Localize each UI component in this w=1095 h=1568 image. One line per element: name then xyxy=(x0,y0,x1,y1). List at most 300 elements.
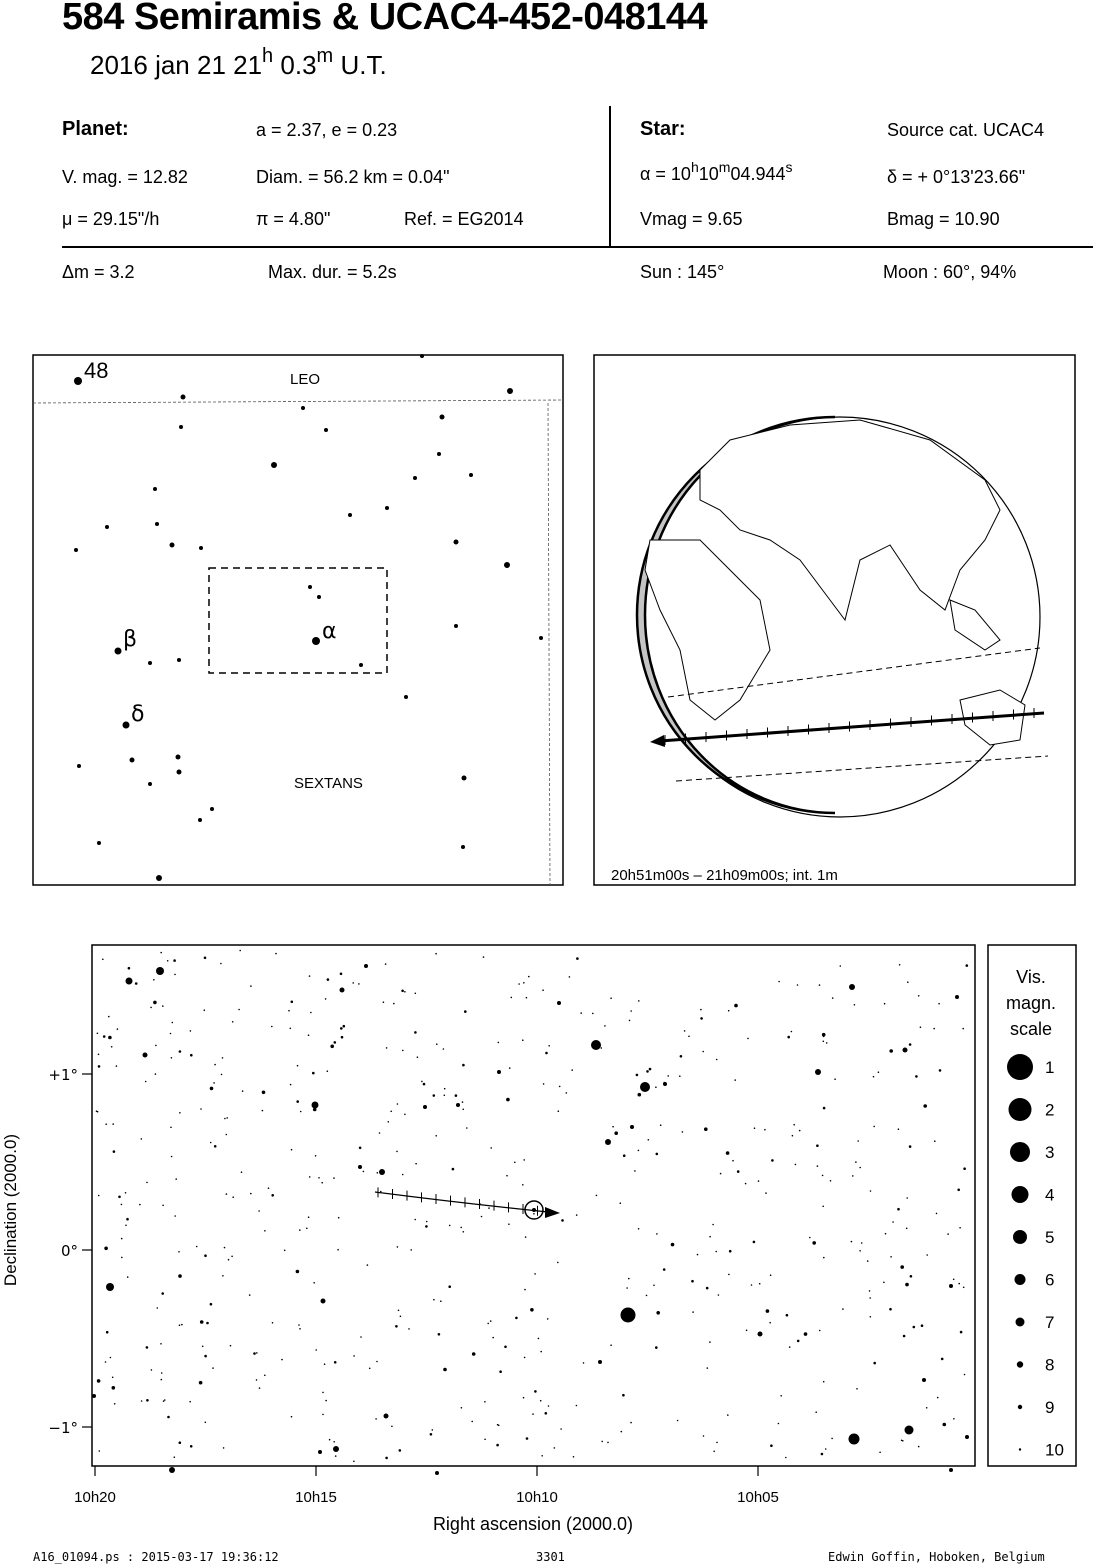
chart-star xyxy=(383,1001,385,1003)
chart-star xyxy=(126,978,133,985)
chart-star xyxy=(204,1355,207,1358)
chart-star xyxy=(404,991,406,993)
chart-star xyxy=(173,959,176,962)
chart-star xyxy=(601,1441,603,1443)
chart-star xyxy=(226,1134,228,1136)
x-tick-label: 10h15 xyxy=(295,1489,337,1506)
chart-star xyxy=(448,1285,451,1288)
chart-star xyxy=(592,1013,594,1015)
chart-star xyxy=(621,1308,636,1323)
chart-star xyxy=(873,1362,876,1365)
chart-star xyxy=(754,1127,756,1129)
chart-star xyxy=(364,964,368,968)
chart-star xyxy=(155,1073,157,1075)
chart-star xyxy=(334,1361,337,1364)
chart-star xyxy=(296,1100,299,1103)
chart-star xyxy=(623,1154,626,1157)
chart-star xyxy=(483,956,485,958)
chart-star xyxy=(859,1167,861,1169)
chart-star xyxy=(522,1184,524,1186)
moon-info: Moon : 60°, 94% xyxy=(883,262,1017,282)
chart-star xyxy=(702,1051,704,1053)
chart-star xyxy=(720,1173,722,1175)
y-tick-label: 0° xyxy=(60,1242,78,1260)
footer-author: Edwin Goffin, Hoboken, Belgium xyxy=(828,1550,1045,1564)
chart-star xyxy=(335,1455,337,1457)
chart-star xyxy=(379,1132,381,1134)
chart-star xyxy=(679,1075,681,1077)
legend-marker xyxy=(1018,1405,1022,1409)
chart-star xyxy=(250,1193,252,1195)
globe-caption: 20h51m00s – 21h09m00s; int. 1m xyxy=(611,867,838,884)
chart-star xyxy=(313,1108,317,1112)
chart-star xyxy=(415,993,417,995)
chart-star xyxy=(325,1400,327,1402)
chart-star xyxy=(190,1445,193,1448)
chart-star xyxy=(333,1446,339,1452)
chart-star xyxy=(727,1414,729,1416)
chart-star xyxy=(851,1241,853,1243)
chart-star xyxy=(966,964,969,967)
chart-star xyxy=(291,1001,294,1004)
chart-star xyxy=(508,1223,510,1225)
chart-star xyxy=(933,1028,935,1030)
chart-star xyxy=(707,1367,709,1369)
chart-star xyxy=(832,997,834,999)
chart-star xyxy=(153,979,155,981)
chart-star xyxy=(179,1050,182,1053)
chart-star xyxy=(214,1064,216,1066)
chart-star xyxy=(573,1456,575,1458)
finder-star xyxy=(155,522,159,526)
chart-star xyxy=(146,1399,149,1402)
chart-star xyxy=(792,1135,794,1137)
legend-marker xyxy=(1017,1361,1023,1367)
chart-star xyxy=(496,1444,499,1447)
chart-star xyxy=(892,1221,894,1223)
chart-star xyxy=(506,1175,508,1177)
chart-star xyxy=(889,1308,892,1311)
chart-star xyxy=(299,1328,301,1330)
chart-star xyxy=(612,1126,614,1128)
chart-star xyxy=(622,1394,625,1397)
chart-star xyxy=(377,1172,379,1174)
chart-star xyxy=(957,1189,960,1192)
chart-star xyxy=(169,1467,175,1473)
chart-star xyxy=(949,1284,953,1288)
legend-marker xyxy=(1012,1186,1029,1203)
legend-magnitude-label: 9 xyxy=(1045,1398,1055,1417)
chart-star xyxy=(716,1059,718,1061)
finder-star xyxy=(176,755,181,760)
chart-star xyxy=(786,1314,789,1317)
chart-star xyxy=(417,1056,419,1058)
chart-star xyxy=(849,984,855,990)
chart-star xyxy=(815,1411,817,1413)
chart-star xyxy=(830,1180,832,1182)
chart-star xyxy=(181,1324,183,1326)
chart-star xyxy=(464,1010,467,1013)
chart-star xyxy=(118,1196,121,1199)
chart-star xyxy=(396,1151,398,1153)
finder-frame xyxy=(33,355,563,885)
legend-marker xyxy=(1016,1318,1025,1327)
legend-marker xyxy=(1007,1054,1033,1080)
chart-star xyxy=(170,1033,172,1035)
chart-star xyxy=(231,1256,233,1258)
chart-star xyxy=(889,1049,893,1053)
chart-star xyxy=(909,1145,912,1148)
chart-star xyxy=(834,1078,836,1080)
chart-star xyxy=(297,1065,299,1067)
chart-star xyxy=(656,1153,659,1156)
finder-star xyxy=(437,452,441,456)
chart-star xyxy=(466,1127,468,1129)
chart-star xyxy=(594,1044,596,1046)
chart-star xyxy=(98,1054,100,1056)
chart-star xyxy=(190,1054,193,1057)
chart-star xyxy=(870,1190,872,1192)
chart-star xyxy=(117,1028,119,1030)
chart-star xyxy=(728,1010,730,1012)
chart-star xyxy=(823,1257,825,1259)
chart-star xyxy=(121,1257,123,1259)
legend-marker xyxy=(1009,1098,1032,1121)
finder-star xyxy=(74,548,78,552)
chart-star xyxy=(376,1361,378,1363)
chart-star xyxy=(99,1450,101,1452)
finder-star xyxy=(198,818,202,822)
chart-star xyxy=(718,1294,720,1296)
chart-star xyxy=(343,1025,346,1028)
chart-star xyxy=(523,1159,525,1161)
legend-marker xyxy=(1010,1142,1030,1162)
chart-star xyxy=(822,1175,824,1177)
chart-star xyxy=(309,1176,311,1178)
chart-star xyxy=(121,1204,123,1206)
chart-star xyxy=(108,1036,112,1040)
chart-star xyxy=(228,1259,230,1261)
chart-star xyxy=(532,1413,534,1415)
legend-marker xyxy=(1019,1448,1021,1450)
chart-star xyxy=(598,1360,602,1364)
x-axis-label: Right ascension (2000.0) xyxy=(432,1514,634,1534)
chart-star xyxy=(640,1082,650,1092)
chart-stars xyxy=(92,950,969,1475)
chart-star xyxy=(324,1363,326,1365)
chart-star xyxy=(128,967,131,970)
chart-star xyxy=(309,975,311,977)
chart-star xyxy=(488,1207,490,1209)
chart-star xyxy=(953,1418,955,1420)
finder-star xyxy=(348,513,352,517)
chart-star xyxy=(241,1171,243,1173)
chart-star xyxy=(822,1206,824,1208)
finder-star xyxy=(324,428,328,432)
finder-star xyxy=(507,388,513,394)
chart-star xyxy=(534,1273,536,1275)
chart-star xyxy=(526,997,528,999)
chart-star xyxy=(751,1284,753,1286)
finder-star xyxy=(177,658,181,662)
legend-magnitude-label: 10 xyxy=(1045,1440,1064,1460)
chart-star xyxy=(601,1047,603,1049)
finder-star xyxy=(170,543,175,548)
chart-star xyxy=(204,957,207,960)
chart-star xyxy=(167,960,169,962)
chart-star xyxy=(504,1346,507,1349)
chart-star xyxy=(363,1171,365,1173)
alpha-prefix: α = 10 xyxy=(640,164,691,184)
chart-star xyxy=(524,1289,526,1291)
chart-star xyxy=(816,1144,819,1147)
chart-star xyxy=(455,1094,458,1097)
chart-star xyxy=(443,1368,447,1372)
chart-star xyxy=(481,1216,483,1218)
chart-star xyxy=(380,1191,382,1193)
chart-star xyxy=(408,1328,410,1330)
chart-star xyxy=(964,1374,966,1376)
chart-star xyxy=(671,1243,675,1247)
chart-star xyxy=(206,1322,209,1325)
chart-star xyxy=(906,1197,908,1199)
chart-star xyxy=(170,1127,172,1129)
footer-id: 3301 xyxy=(536,1550,565,1564)
chart-star xyxy=(709,1341,711,1343)
finder-star xyxy=(301,406,305,410)
chart-star xyxy=(870,1316,872,1318)
chart-star xyxy=(369,1368,371,1370)
chart-star xyxy=(758,1332,763,1337)
chart-star xyxy=(716,1442,718,1444)
chart-star xyxy=(926,1407,928,1409)
chart-star xyxy=(920,1026,922,1028)
chart-star xyxy=(163,1400,165,1402)
chart-star xyxy=(200,1108,202,1110)
label-sextans: SEXTANS xyxy=(294,775,363,792)
chart-star xyxy=(435,953,437,955)
chart-star xyxy=(268,1187,270,1189)
chart-star xyxy=(540,1400,542,1402)
chart-star xyxy=(404,1114,406,1116)
star-delta: δ = + 0°13'23.66" xyxy=(887,167,1026,187)
chart-star xyxy=(172,1022,174,1024)
chart-star xyxy=(226,1193,228,1195)
chart-star xyxy=(918,1446,920,1448)
chart-star xyxy=(358,983,360,985)
chart-star xyxy=(271,1026,273,1028)
chart-star xyxy=(791,1031,793,1033)
chart-star xyxy=(432,1429,434,1431)
chart-star xyxy=(709,1236,711,1238)
finder-star xyxy=(539,636,543,640)
chart-star xyxy=(221,1074,223,1076)
chart-star xyxy=(604,1025,606,1027)
x-tick-label: 10h05 xyxy=(737,1489,779,1506)
chart-star xyxy=(704,1127,708,1131)
chart-star xyxy=(737,1170,740,1173)
finder-star xyxy=(181,395,186,400)
chart-star xyxy=(677,1420,679,1422)
chart-star xyxy=(638,1093,642,1097)
legend-title-line: scale xyxy=(1009,1019,1053,1039)
chart-star xyxy=(423,1105,427,1109)
chart-star xyxy=(715,1251,717,1253)
chart-star xyxy=(905,1429,909,1433)
chart-star xyxy=(337,1249,339,1251)
chart-star xyxy=(160,952,162,954)
chart-star xyxy=(298,1324,300,1326)
field-box xyxy=(209,568,387,673)
chart-star xyxy=(315,1349,317,1351)
y-axis-label: Declination (2000.0) xyxy=(1,1133,20,1287)
chart-star xyxy=(745,1183,747,1185)
chart-star xyxy=(196,1246,198,1248)
chart-star xyxy=(906,1228,908,1230)
chart-star xyxy=(580,1012,582,1014)
chart-star xyxy=(605,1139,611,1145)
chart-star xyxy=(734,1079,736,1081)
chart-star xyxy=(160,1343,162,1345)
chart-star xyxy=(907,981,909,983)
chart-star xyxy=(576,1405,578,1407)
chart-star xyxy=(291,1416,293,1418)
chart-star xyxy=(965,1435,969,1439)
chart-star xyxy=(205,1422,207,1424)
time-suffix: U.T. xyxy=(333,50,387,80)
finder-star xyxy=(359,663,363,667)
chart-star xyxy=(823,1041,825,1043)
finder-star xyxy=(105,525,109,529)
chart-star xyxy=(223,1447,225,1449)
legend-magnitude-label: 7 xyxy=(1045,1313,1055,1332)
chart-star xyxy=(797,1340,800,1343)
chart-star xyxy=(281,1359,283,1361)
legend-magnitude-label: 5 xyxy=(1045,1228,1055,1247)
chart-star xyxy=(290,1084,292,1086)
chart-star xyxy=(663,1268,666,1271)
chart-star xyxy=(819,984,821,986)
finder-star xyxy=(385,506,389,510)
legend-magnitude-label: 6 xyxy=(1045,1270,1055,1290)
chart-star xyxy=(660,1124,662,1126)
chart-star xyxy=(511,997,513,999)
chart-star xyxy=(174,1215,176,1217)
chart-star xyxy=(385,963,387,965)
chart-star xyxy=(534,1390,537,1393)
chart-star xyxy=(390,1111,392,1113)
chart-star xyxy=(402,1050,404,1052)
chart-star xyxy=(174,974,176,976)
chart-star xyxy=(936,1213,938,1215)
legend-marker xyxy=(1015,1274,1026,1285)
chart-star xyxy=(288,1010,290,1012)
chart-star xyxy=(560,1428,562,1430)
chart-star xyxy=(937,1397,939,1399)
legend-magnitude-label: 1 xyxy=(1045,1058,1055,1077)
chart-star xyxy=(253,1352,256,1355)
chart-star xyxy=(175,1178,177,1180)
max-duration: Max. dur. = 5.2s xyxy=(268,262,397,282)
chart-star xyxy=(171,1156,173,1158)
chart-star xyxy=(397,1246,399,1248)
chart-star xyxy=(300,1111,302,1113)
chart-star xyxy=(638,1228,640,1230)
planet-diameter: Diam. = 56.2 km = 0.04" xyxy=(256,167,450,187)
chart-star xyxy=(680,1055,683,1058)
chart-star xyxy=(655,1346,658,1349)
chart-star xyxy=(414,1219,416,1221)
chart-star xyxy=(518,983,520,985)
chart-star xyxy=(771,1159,774,1162)
chart-star xyxy=(204,1009,206,1011)
chart-star xyxy=(220,963,222,965)
chart-star xyxy=(620,1202,622,1204)
alpha-h-unit: h xyxy=(690,159,699,175)
chart-star xyxy=(646,1070,649,1073)
finder-star xyxy=(271,462,277,468)
chart-star xyxy=(962,1028,964,1030)
chart-star xyxy=(898,1128,900,1130)
chart-star xyxy=(692,1311,694,1313)
chart-star xyxy=(436,1043,438,1045)
chart-star xyxy=(700,1009,702,1011)
chart-star xyxy=(787,1036,790,1039)
chart-star xyxy=(528,976,530,978)
chart-star xyxy=(765,1192,767,1194)
chart-star xyxy=(900,1265,904,1269)
chart-star xyxy=(713,1451,715,1453)
chart-frame xyxy=(92,945,975,1466)
chart-star xyxy=(162,1205,164,1207)
chart-star xyxy=(548,1405,550,1407)
finder-star xyxy=(308,585,312,589)
label-delta: δ xyxy=(131,702,145,727)
chart-star xyxy=(770,1444,773,1447)
star-chart xyxy=(1,945,975,1534)
chart-star xyxy=(545,1412,548,1415)
chart-star xyxy=(189,1401,191,1403)
chart-star xyxy=(113,1150,116,1153)
chart-star xyxy=(963,1287,965,1289)
chart-star xyxy=(646,1295,648,1297)
chart-star xyxy=(250,985,252,987)
star-vmag: Vmag = 9.65 xyxy=(640,209,743,229)
chart-star xyxy=(157,1307,159,1309)
chart-star xyxy=(804,1332,808,1336)
page-title: 584 Semiramis & UCAC4-452-048144 xyxy=(62,0,708,38)
chart-star xyxy=(179,1112,181,1114)
chart-star xyxy=(388,1121,390,1123)
chart-star xyxy=(179,1324,181,1326)
finder-star xyxy=(177,770,182,775)
chart-star xyxy=(98,1195,100,1197)
chart-star xyxy=(487,1323,489,1325)
chart-star xyxy=(729,1250,732,1253)
finder-star xyxy=(462,776,467,781)
chart-star xyxy=(239,950,241,952)
chart-star xyxy=(789,1346,791,1348)
chart-star xyxy=(256,1379,258,1381)
chart-star xyxy=(825,1448,827,1450)
chart-star xyxy=(462,1064,465,1067)
chart-star xyxy=(869,1290,871,1292)
chart-star xyxy=(688,1036,690,1038)
chart-star xyxy=(769,1322,771,1324)
chart-star xyxy=(333,1441,335,1443)
chart-star xyxy=(112,1377,114,1379)
chart-star xyxy=(106,1331,109,1334)
